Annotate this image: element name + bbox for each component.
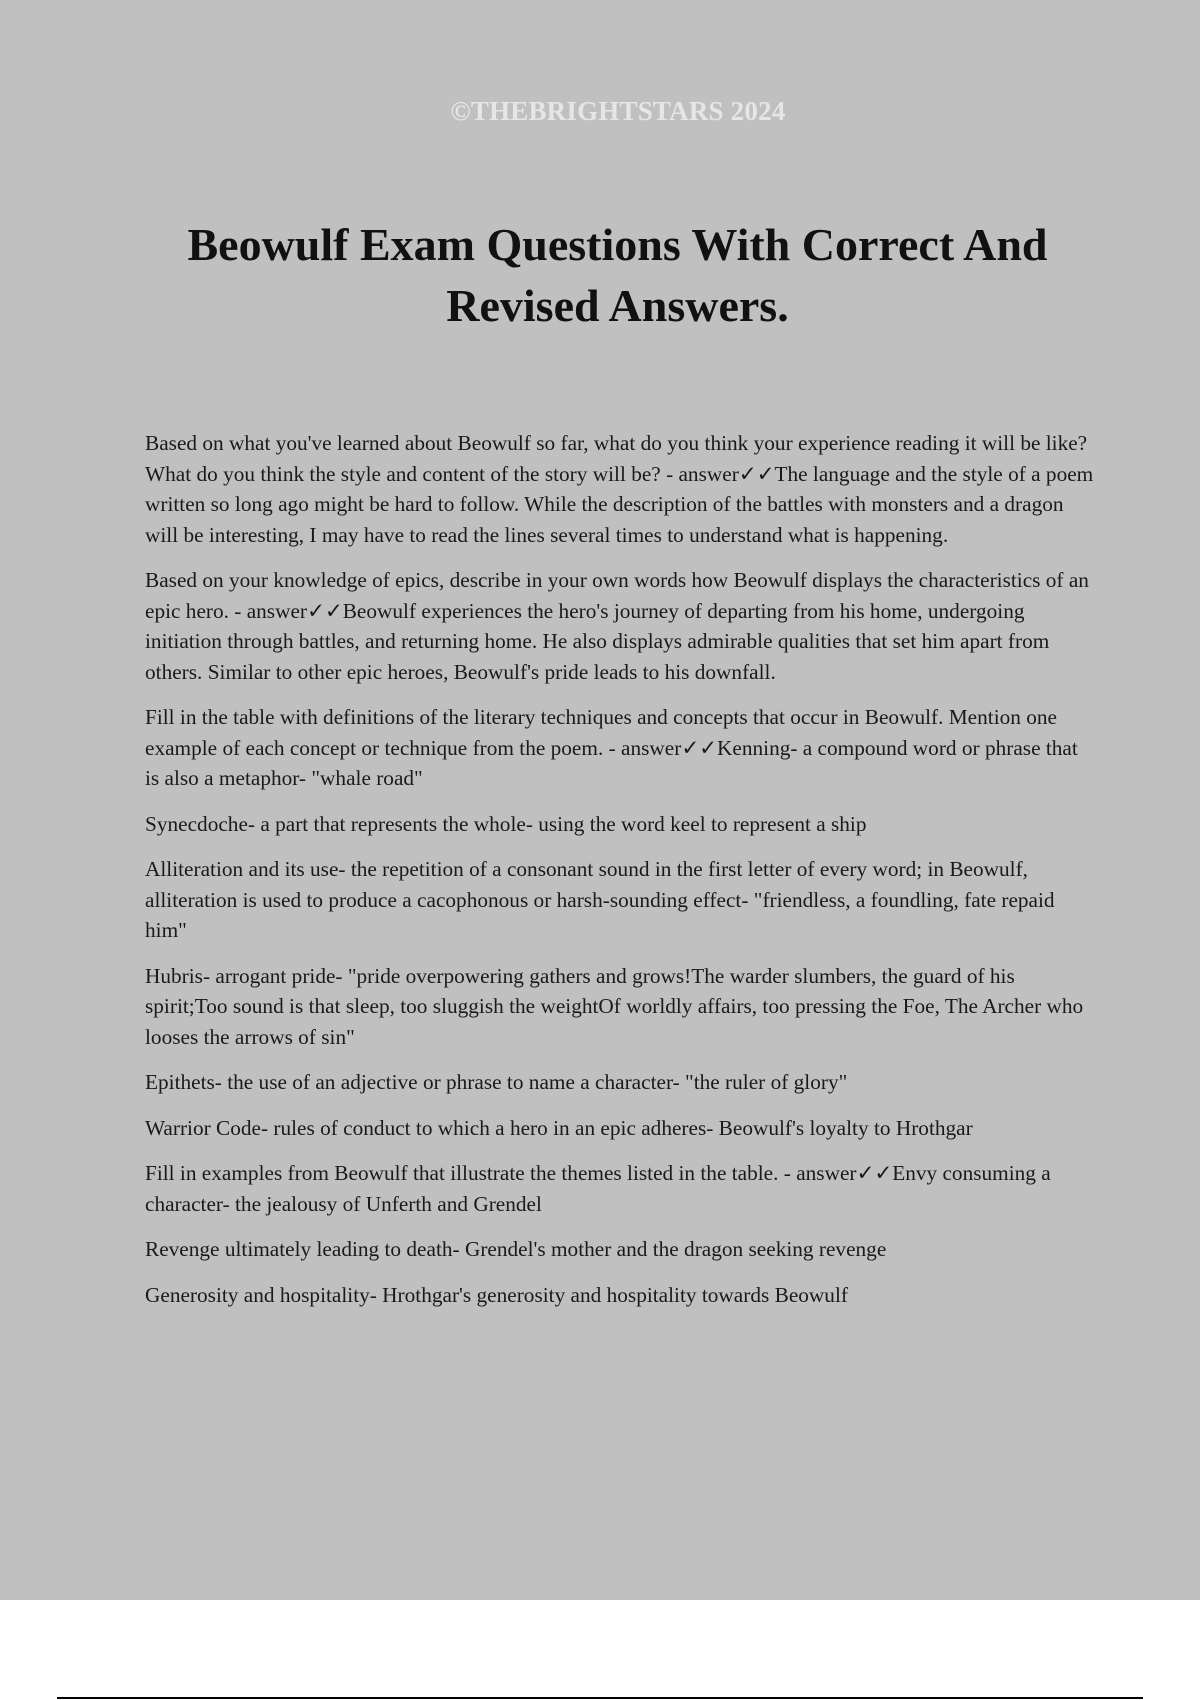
qa-paragraph: Synecdoche- a part that represents the whole- using the word keel to represent a ship <box>145 811 867 836</box>
qa-paragraph: Revenge ultimately leading to death- Grendel's mother and the dragon seeking revenge <box>145 1237 887 1261</box>
qa-paragraph: Based on your knowledge of epics, describe in your own words how Beowulf displays the characteristics of an epic hero. - answer✓✓Beowulf experiences the hero's journey of departing from his home, undergoing initiation through battles, and returning home. He also displays admirable qualities that set him apart from others. Similar to other epic heroes, Beowulf's pride leads to his downfall. <box>145 568 1089 684</box>
qa-paragraph: Fill in examples from Beowulf that illustrate the themes listed in the table. - answer✓✓Envy consuming a character- the jealousy of Unferth and Grendel <box>145 1161 1051 1216</box>
qa-paragraph: Epithets- the use of an adjective or phrase to name a character- "the ruler of glory" <box>145 1070 848 1094</box>
watermark-text: ©THEBRIGHTSTARS 2024 <box>450 96 786 126</box>
qa-paragraph: Warrior Code- rules of conduct to which a hero in an epic adheres- Beowulf's loyalty to Hrothgar <box>145 1115 973 1140</box>
qa-paragraph: Alliteration and its use- the repetition of a consonant sound in the first letter of every word; in Beowulf, alliteration is used to produce a cacophonous or harsh-sounding effect- "friendless, a foundling, fate repaid him" <box>145 857 1055 942</box>
page-divider <box>57 1697 1143 1699</box>
qa-paragraph: Hubris- arrogant pride- "pride overpowering gathers and grows!The warder slumbers, the guard of his spirit;Too sound is that sleep, too sluggish the weightOf worldly affairs, too pressing the Foe, The Archer who looses the arrows of sin" <box>145 963 1084 1049</box>
qa-paragraph: Fill in the table with definitions of the literary techniques and concepts that occur in Beowulf. Mention one example of each concept or technique from the poem. - answer✓✓Kenning- a compound word or phrase that is also a metaphor- "whale road" <box>145 705 1078 790</box>
qa-paragraph: Generosity and hospitality- Hrothgar's generosity and hospitality towards Beowulf <box>145 1282 848 1307</box>
document-title: Beowulf Exam Questions With Correct And Revised Answers. <box>187 219 1048 331</box>
qa-paragraph: Based on what you've learned about Beowulf so far, what do you think your experience reading it will be like? What do you think the style and content of the story will be? - answer✓✓The language and the style of a poem written so long ago might be hard to follow. While the description of the battles with monsters and a dragon will be interesting, I may have to read the lines several times to understand what is happening. <box>145 431 1094 547</box>
document-body <box>145 428 1095 1325</box>
